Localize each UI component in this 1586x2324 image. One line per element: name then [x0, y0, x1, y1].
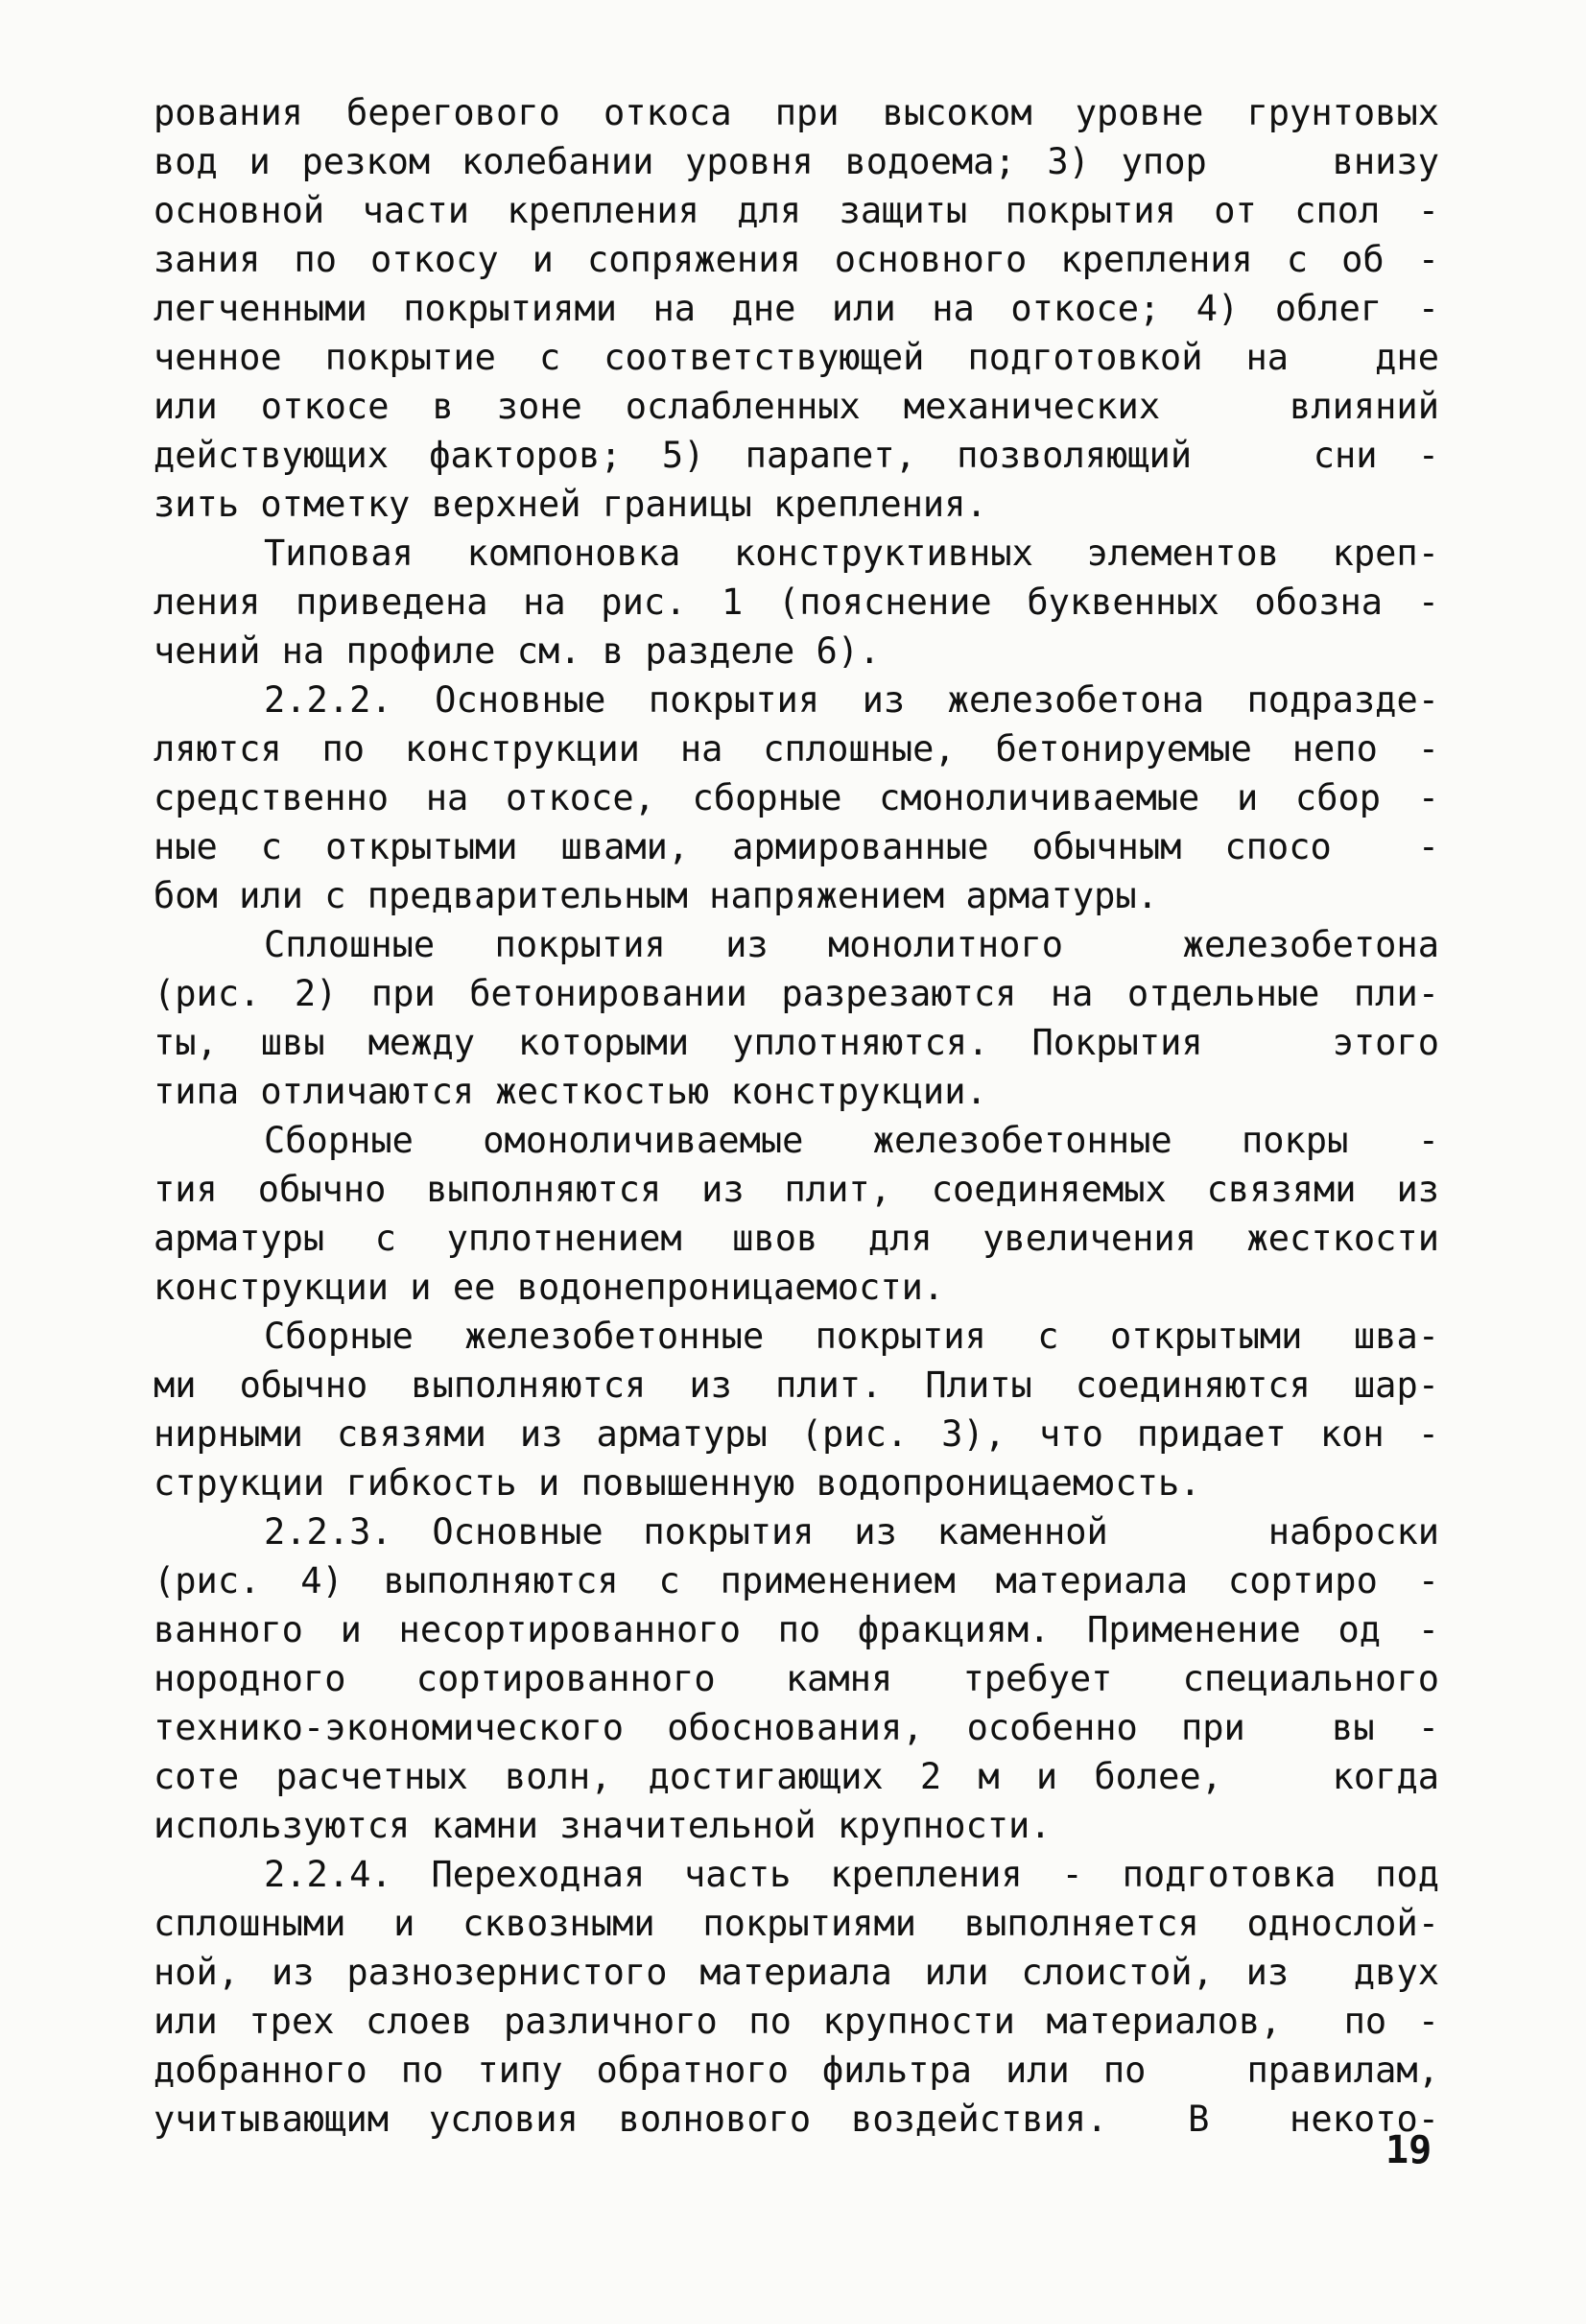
text-line: ления приведена на рис. 1 (пояснение буквенных обозна -: [154, 581, 1439, 623]
text-line: конструкции и ее водонепроницаемости.: [154, 1267, 945, 1308]
paragraph-start: Сборные омоноличиваемые железобетонные покры -: [264, 1120, 1439, 1161]
text-line: ты, швы между которыми уплотняются. Покрытия этого: [154, 1022, 1439, 1063]
text-line: действующих факторов; 5) парапет, позволяющий сни -: [154, 435, 1439, 476]
text-line: зить отметку верхней границы крепления.: [154, 484, 987, 525]
text-line: ванного и несортированного по фракциям. Применение од -: [154, 1609, 1439, 1650]
text-line: ные с открытыми швами, армированные обычным спосо -: [154, 826, 1439, 867]
text-line: ченное покрытие с соответствующей подготовкой на дне: [154, 337, 1439, 378]
text-line: (рис. 4) выполняются с применением материала сортиро -: [154, 1560, 1439, 1601]
paragraph-start: Сплошные покрытия из монолитного железобетона: [264, 924, 1439, 965]
section-2-2-2: 2.2.2. Основные покрытия из железобетона подразде-: [264, 679, 1439, 721]
section-2-2-4: 2.2.4. Переходная часть крепления - подготовка под: [264, 1854, 1439, 1895]
page-number: 19: [1385, 2128, 1432, 2172]
text-line: учитывающим условия волнового воздействия. В некото-: [154, 2099, 1439, 2140]
text-line: вод и резком колебании уровня водоема; 3) упор внизу: [154, 141, 1439, 182]
text-line: используются камни значительной крупности.: [154, 1805, 1052, 1846]
paragraph-start: Типовая компоновка конструктивных элементов креп-: [264, 533, 1439, 574]
text-line: струкции гибкость и повышенную водопроницаемость.: [154, 1462, 1201, 1504]
text-line: добранного по типу обратного фильтра или по правилам,: [154, 2050, 1439, 2091]
paragraph-start: Сборные железобетонные покрытия с открытыми шва-: [264, 1316, 1439, 1357]
text-line: зания по откосу и сопряжения основного крепления с об -: [154, 239, 1439, 280]
text-line: легченными покрытиями на дне или на откосе; 4) облег -: [154, 288, 1439, 329]
section-2-2-3: 2.2.3. Основные покрытия из каменной наброски: [264, 1511, 1439, 1553]
text-line: средственно на откосе, сборные смоноличиваемые и сбор -: [154, 777, 1439, 818]
text-line: соте расчетных волн, достигающих 2 м и более, когда: [154, 1756, 1439, 1797]
text-line: нородного сортированного камня требует специального: [154, 1658, 1439, 1699]
text-line: или откосе в зоне ослабленных механических влияний: [154, 386, 1439, 427]
text-line: арматуры с уплотнением швов для увеличения жесткости: [154, 1218, 1439, 1259]
text-line: или трех слоев различного по крупности материалов, по -: [154, 2001, 1439, 2042]
text-line: технико-экономического обоснования, особенно при вы -: [154, 1707, 1439, 1748]
text-line: ми обычно выполняются из плит. Плиты соединяются шар-: [154, 1364, 1439, 1406]
text-line: бом или с предварительным напряжением арматуры.: [154, 875, 1158, 916]
text-line: нирными связями из арматуры (рис. 3), что придает кон -: [154, 1413, 1439, 1455]
text-line: чений на профиле см. в разделе 6).: [154, 630, 881, 672]
text-line: рования берегового откоса при высоком уровне грунтовых: [154, 92, 1439, 133]
text-line: ной, из разнозернистого материала или слоистой, из двух: [154, 1952, 1439, 1993]
text-line: сплошными и сквозными покрытиями выполняется однослой-: [154, 1903, 1439, 1944]
text-line: основной части крепления для защиты покрытия от спол -: [154, 190, 1439, 231]
text-line: (рис. 2) при бетонировании разрезаются на отдельные пли-: [154, 973, 1439, 1014]
text-line: типа отличаются жесткостью конструкции.: [154, 1071, 987, 1112]
text-line: ляются по конструкции на сплошные, бетонируемые непо -: [154, 728, 1439, 770]
text-line: тия обычно выполняются из плит, соединяемых связями из: [154, 1169, 1439, 1210]
